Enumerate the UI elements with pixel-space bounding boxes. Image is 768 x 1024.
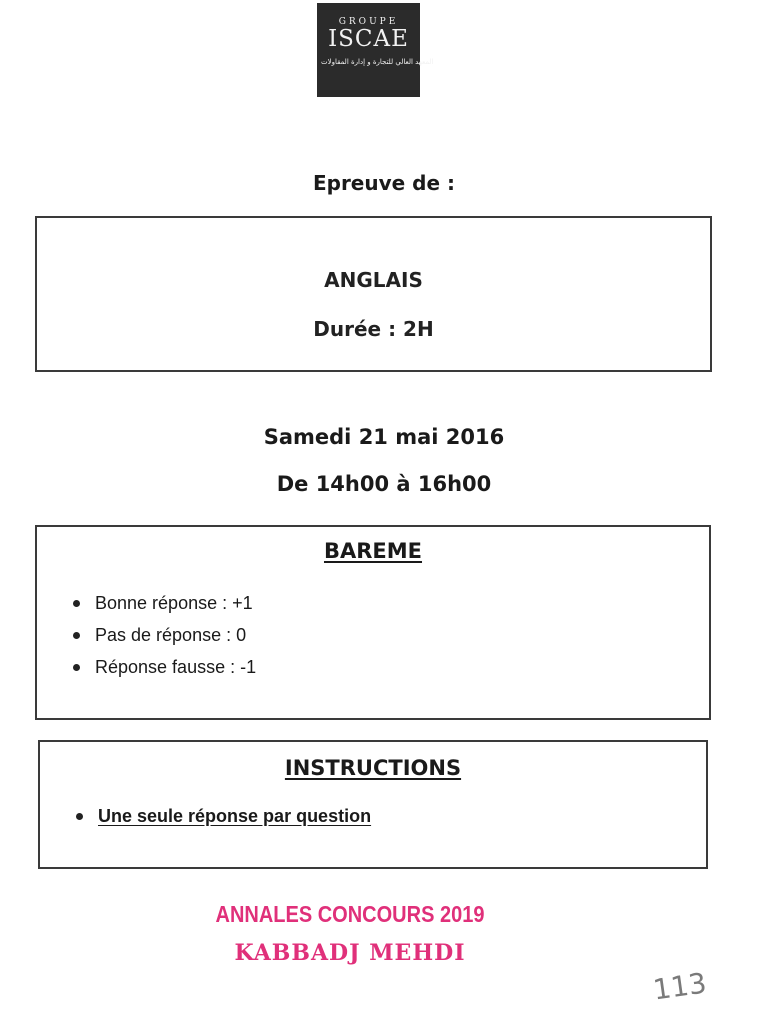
instructions-title-text: INSTRUCTIONS: [284, 756, 462, 780]
bareme-box: [35, 525, 711, 720]
subject-duration: Durée : 2H: [313, 317, 434, 341]
epreuve-heading: Epreuve de :: [312, 171, 456, 195]
bareme-list: [73, 587, 256, 683]
instructions-list: [76, 800, 371, 832]
stamp-line-name: KABBADJ MEHDI: [234, 940, 466, 966]
list-item: Pas de réponse : 0: [73, 619, 256, 651]
instructions-box: [38, 740, 708, 869]
bareme-title-text: BAREME: [323, 539, 423, 563]
subject-box: [35, 216, 712, 372]
exam-date: Samedi 21 mai 2016: [263, 425, 505, 449]
list-item: Réponse fausse : -1: [73, 651, 256, 683]
instructions-title: [40, 756, 706, 780]
exam-time: De 14h00 à 16h00: [276, 472, 492, 496]
logo-groupe-text: GROUPE: [338, 17, 399, 27]
iscae-logo: [317, 3, 434, 97]
stamp-line-annales: ANNALES CONCOURS 2019: [215, 902, 485, 928]
subject-name: ANGLAIS: [324, 268, 423, 292]
logo-arabic-text: المعهد العالي للتجارة و إدارة المقاولات: [321, 58, 434, 66]
logo-brand-text: ISCAE: [328, 26, 409, 52]
list-item: Une seule réponse par question: [76, 800, 371, 832]
list-item: Bonne réponse : +1: [73, 587, 256, 619]
bareme-title: [37, 539, 709, 563]
handwritten-page-number: 113: [650, 966, 709, 1007]
